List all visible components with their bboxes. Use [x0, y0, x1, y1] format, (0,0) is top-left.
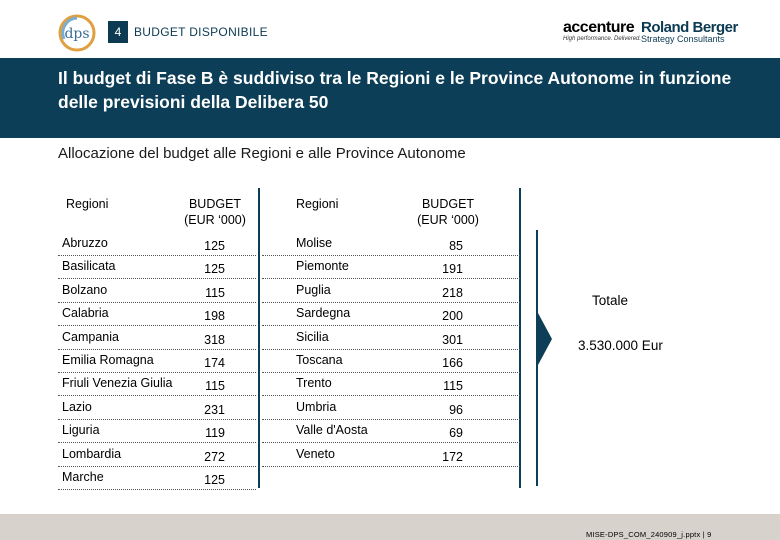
region-name: Valle d'Aosta	[296, 423, 368, 438]
region-budget: 96	[449, 402, 463, 417]
header-region-right: Regioni	[296, 197, 339, 211]
row-separator	[262, 372, 520, 373]
region-budget: 166	[442, 356, 463, 370]
region-name: Lombardia	[62, 446, 122, 461]
region-budget: 218	[442, 285, 463, 300]
header-budget-unit: (EUR ‘000)	[184, 213, 246, 227]
row-separator	[262, 255, 520, 256]
region-name: Toscana	[296, 353, 343, 367]
page-subtitle: Allocazione del budget alle Regioni e alle Province Autonome	[58, 145, 466, 162]
row-separator	[262, 395, 520, 396]
region-name: Umbria	[296, 399, 337, 414]
region-budget: 318	[204, 332, 225, 347]
row-separator	[262, 466, 520, 467]
region-budget: 125	[204, 473, 225, 487]
region-budget: 69	[449, 426, 463, 441]
row-separator	[58, 419, 256, 420]
dps-logo	[58, 14, 96, 52]
region-budget: 174	[204, 356, 225, 370]
total-label: Totale	[592, 293, 629, 308]
region-budget: 272	[204, 449, 225, 464]
region-name: Emilia Romagna	[62, 353, 154, 367]
roland-berger-subtitle: Strategy Consultants	[641, 34, 725, 44]
region-budget: 85	[449, 239, 463, 253]
page-title: Il budget di Fase B è suddiviso tra le Regioni e le Province Autonome in funzione delle previsioni della Delibera 50	[58, 68, 732, 112]
region-name: Basilicata	[62, 259, 116, 274]
region-name: Bolzano	[62, 282, 108, 297]
region-budget: 115	[205, 379, 225, 394]
row-separator	[58, 255, 256, 256]
region-budget: 200	[442, 309, 463, 324]
region-name: Calabria	[62, 306, 109, 321]
row-separator	[58, 489, 256, 490]
row-separator	[262, 419, 520, 420]
row-separator	[58, 372, 256, 373]
row-separator	[58, 302, 256, 303]
row-separator	[58, 442, 256, 443]
region-name: Friuli Venezia Giulia	[62, 376, 173, 391]
roland-berger-wordmark: Roland Berger	[641, 19, 738, 36]
footer-text: MISE-DPS_COM_240909_j.pptx | 9	[586, 530, 712, 539]
row-separator	[58, 325, 256, 326]
svg-text:dps: dps	[64, 26, 90, 42]
header-budget-label: BUDGET	[188, 197, 242, 211]
region-budget: 191	[442, 262, 463, 277]
roland-berger-logo	[641, 19, 738, 44]
region-name: Trento	[296, 376, 332, 391]
region-budget: 301	[442, 332, 463, 347]
region-budget: 198	[204, 309, 225, 324]
section-number: 4	[108, 21, 128, 43]
region-name: Molise	[296, 236, 333, 250]
column-divider-center	[258, 188, 260, 488]
region-name: Lazio	[62, 399, 92, 414]
row-separator	[58, 466, 256, 467]
region-budget: 125	[204, 262, 225, 277]
region-name: Puglia	[296, 282, 331, 297]
row-separator	[262, 302, 520, 303]
header-budget-unit: (EUR ‘000)	[417, 213, 479, 227]
region-name: Sicilia	[296, 329, 329, 344]
region-name: Abruzzo	[62, 236, 108, 250]
header-budget-left	[175, 196, 255, 228]
region-name: Marche	[62, 470, 104, 484]
header-region-left: Regioni	[66, 197, 109, 211]
row-separator	[262, 278, 520, 279]
region-budget: 119	[205, 426, 225, 441]
region-budget: 231	[204, 402, 225, 417]
region-name: Sardegna	[296, 306, 351, 321]
row-separator	[58, 395, 256, 396]
header-budget-label: BUDGET	[421, 197, 475, 211]
region-budget: 115	[205, 285, 225, 300]
accenture-logo	[563, 19, 641, 42]
region-name: Piemonte	[296, 259, 349, 274]
accenture-wordmark: accenture	[563, 19, 635, 36]
region-name: Liguria	[62, 423, 100, 438]
section-title: BUDGET DISPONIBILE	[134, 25, 268, 39]
region-budget: 115	[443, 379, 463, 394]
total-value: 3.530.000 Eur	[578, 338, 663, 353]
row-separator	[262, 325, 520, 326]
row-separator	[262, 349, 520, 350]
row-separator	[58, 278, 256, 279]
region-name: Campania	[62, 329, 119, 344]
arrow-right-icon	[538, 313, 552, 365]
row-separator	[262, 442, 520, 443]
row-separator	[58, 349, 256, 350]
accenture-tagline: High performance. Delivered.	[563, 36, 642, 42]
region-budget: 172	[442, 449, 463, 464]
header-budget-right	[408, 196, 488, 228]
region-budget: 125	[204, 239, 225, 253]
region-name: Veneto	[296, 446, 335, 461]
